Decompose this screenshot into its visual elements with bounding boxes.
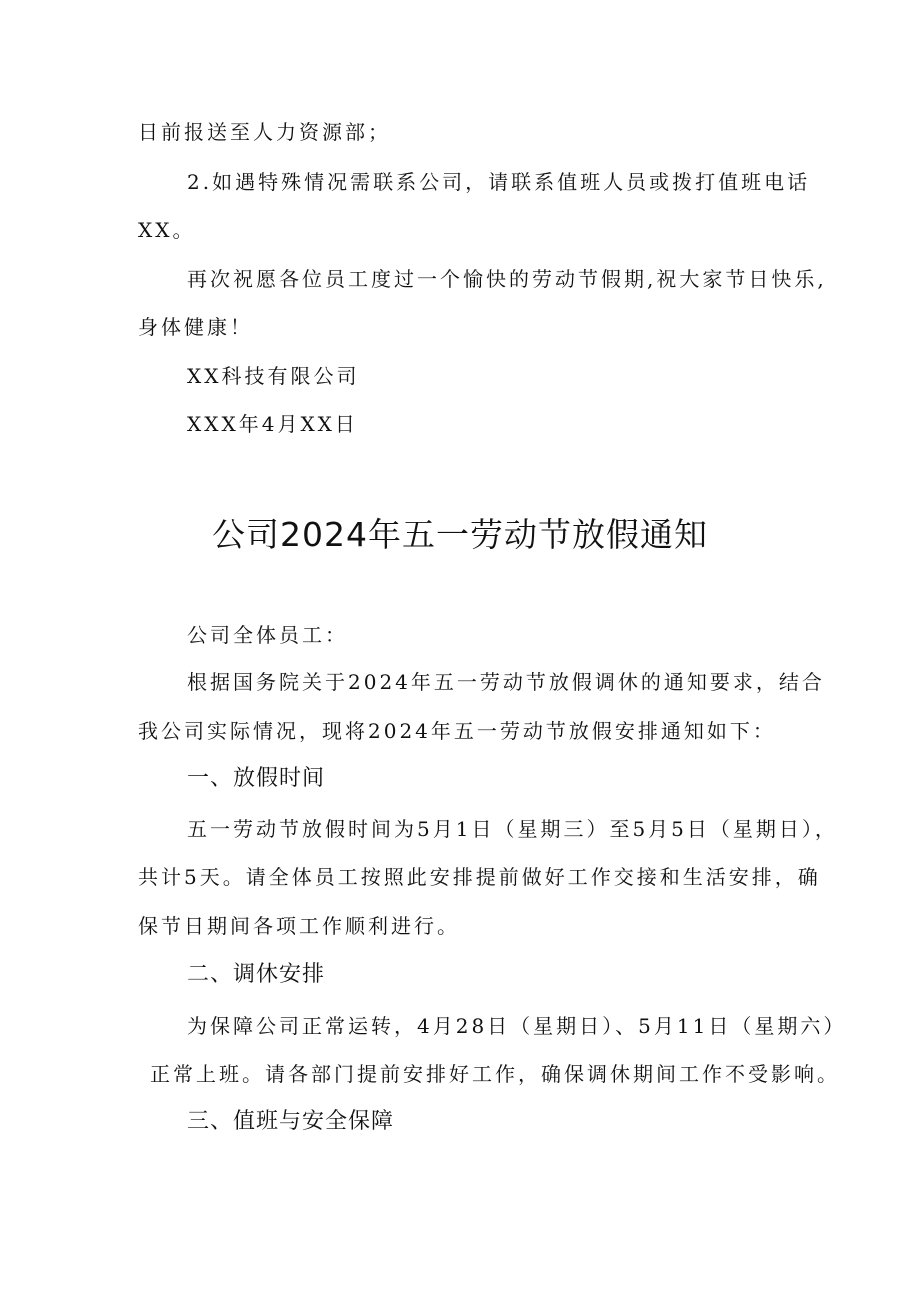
section-1-line-1: 五一劳动节放假时间为5月1日（星期三）至5月5日（星期日）， [187, 817, 838, 841]
intro-line-1: 根据国务院关于2024年五一劳动节放假调休的通知要求，结合 [187, 670, 825, 694]
closing-wish-line-2: 身体健康！ [138, 315, 253, 339]
notice-title: 公司2024年五一劳动节放假通知 [212, 515, 708, 554]
section-1-line-3: 保节日期间各项工作顺利进行。 [138, 914, 460, 938]
list-item-2-line-2: XX。 [138, 218, 196, 242]
intro-line-2: 我公司实际情况，现将2024年五一劳动节放假安排通知如下： [138, 719, 776, 743]
closing-wish-line-1: 再次祝愿各位员工度过一个愉快的劳动节假期,祝大家节日快乐, [187, 267, 827, 291]
section-2-line-1: 为保障公司正常运转，4月28日（星期日）、5月11日（星期六） [187, 1014, 847, 1038]
section-3-heading: 三、值班与安全保障 [187, 1109, 395, 1134]
salutation: 公司全体员工： [187, 623, 348, 647]
list-item-2-line-1: 2.如遇特殊情况需联系公司，请联系值班人员或拨打值班电话 [187, 170, 811, 194]
signature-date: XXX年4月XX日 [187, 412, 358, 436]
section-2-heading: 二、调休安排 [187, 962, 326, 987]
signature-company: XX科技有限公司 [187, 364, 360, 388]
section-1-heading: 一、放假时间 [187, 766, 326, 791]
paragraph-continuation: 日前报送至人力资源部； [138, 120, 391, 144]
section-2-line-2: 正常上班。请各部门提前安排好工作，确保调休期间工作不受影响。 [150, 1062, 840, 1086]
section-1-line-2: 共计5天。请全体员工按照此安排提前做好工作交接和生活安排，确 [138, 865, 821, 889]
